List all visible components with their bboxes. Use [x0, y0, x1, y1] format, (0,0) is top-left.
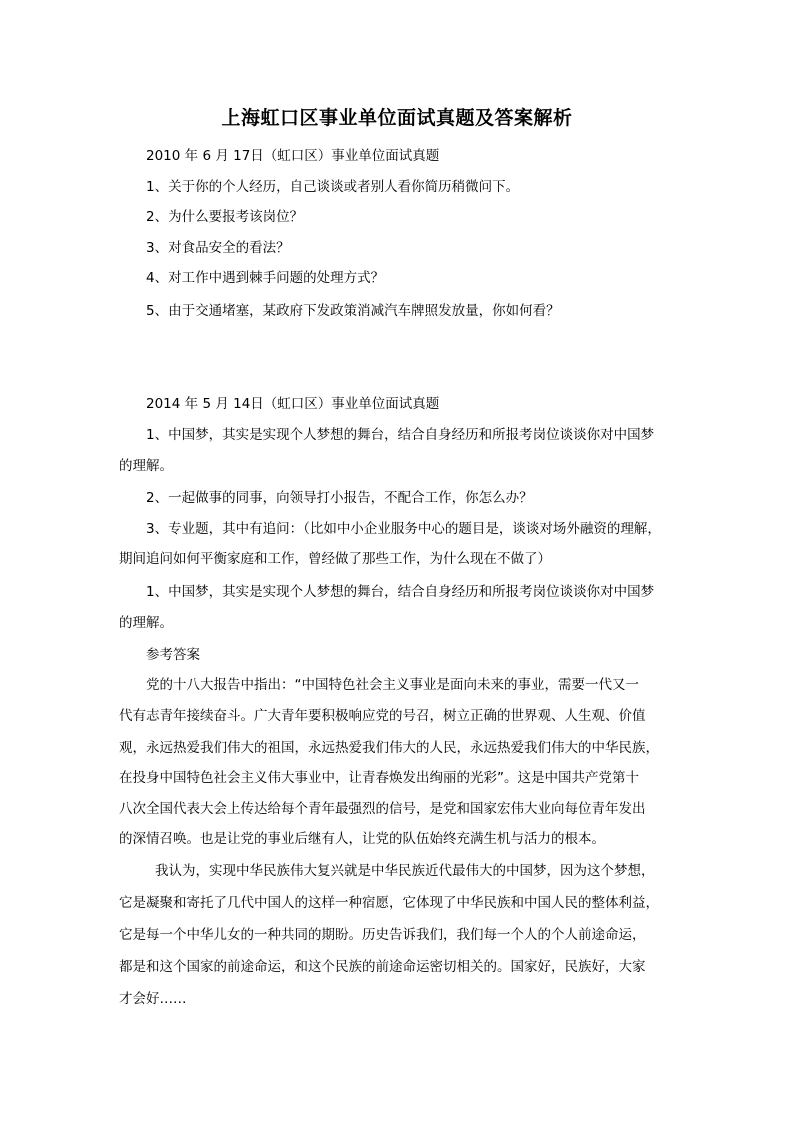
question-2014-1b-line2: 的理解。	[119, 615, 173, 631]
document-title: 上海虹口区事业单位面试真题及答案解析	[221, 107, 573, 129]
question-2010-2: 2、为什么要报考该岗位？	[146, 209, 304, 225]
question-2014-1-line1: 1、中国梦，其实是实现个人梦想的舞台，结合自身经历和所报考岗位谈谈你对中国梦	[146, 427, 655, 443]
answer-para1-line: 党的十八大报告中指出：“中国特色社会主义事业是面向未来的事业，需要一代又一	[146, 677, 639, 693]
question-2010-5: 5、由于交通堵塞，某政府下发政策消减汽车牌照发放量，你如何看？	[146, 303, 560, 319]
question-2010-4: 4、对工作中遇到棘手问题的处理方式？	[146, 270, 385, 286]
answer-para1-line: 观，永远热爱我们伟大的祖国，永远热爱我们伟大的人民，永远热爱我们伟大的中华民族，	[119, 740, 659, 756]
answer-para2-line: 我认为，实现中华民族伟大复兴就是中华民族近代最伟大的中国梦，因为这个梦想，	[155, 863, 655, 879]
answer-para2-line: 它是凝聚和寄托了几代中国人的这样一种宿愿，它体现了中华民族和中国人民的整体利益，	[119, 895, 659, 911]
answer-para2-line: 才会好……	[119, 991, 187, 1007]
answer-para1-line: 代有志青年接续奋斗。广大青年要积极响应党的号召，树立正确的世界观、人生观、价值	[119, 708, 646, 724]
answer-para1-line: 的深情召唤。也是让党的事业后继有人，让党的队伍始终充满生机与活力的根本。	[119, 831, 605, 847]
answer-para1-line: 在投身中国特色社会主义伟大事业中，让青春焕发出绚丽的光彩”。这是中国共产党第十	[119, 770, 639, 786]
section-heading-2014: 2014 年 5 月 14日（虹口区）事业单位面试真题	[146, 396, 440, 412]
answer-para2-line: 它是每一个中华儿女的一种共同的期盼。历史告诉我们，我们每一个人的个人前途命运，	[119, 927, 646, 943]
answer-para1-line: 八次全国代表大会上传达给每个青年最强烈的信号，是党和国家宏伟大业向每位青年发出	[119, 801, 646, 817]
question-2014-2: 2、一起做事的同事，向领导打小报告，不配合工作，你怎么办？	[146, 490, 533, 506]
question-2014-1-line2: 的理解。	[119, 458, 173, 474]
question-2010-1: 1、关于你的个人经历，自己谈谈或者别人看你简历稍微问下。	[146, 179, 520, 195]
question-2010-3: 3、对食品安全的看法？	[146, 240, 290, 256]
answer-para2-line: 都是和这个国家的前途命运，和这个民族的前途命运密切相关的。国家好，民族好，大家	[119, 959, 646, 975]
question-2014-3-line1: 3、专业题，其中有追问：（比如中小企业服务中心的题目是，谈谈对场外融资的理解，	[146, 521, 661, 537]
answer-label: 参考答案	[146, 647, 200, 663]
section-heading-2010: 2010 年 6 月 17日（虹口区）事业单位面试真题	[146, 148, 440, 164]
question-2014-3-line2: 期间追问如何平衡家庭和工作，曾经做了那些工作，为什么现在不做了）	[119, 551, 551, 567]
question-2014-1b-line1: 1、中国梦，其实是实现个人梦想的舞台，结合自身经历和所报考岗位谈谈你对中国梦	[146, 584, 655, 600]
